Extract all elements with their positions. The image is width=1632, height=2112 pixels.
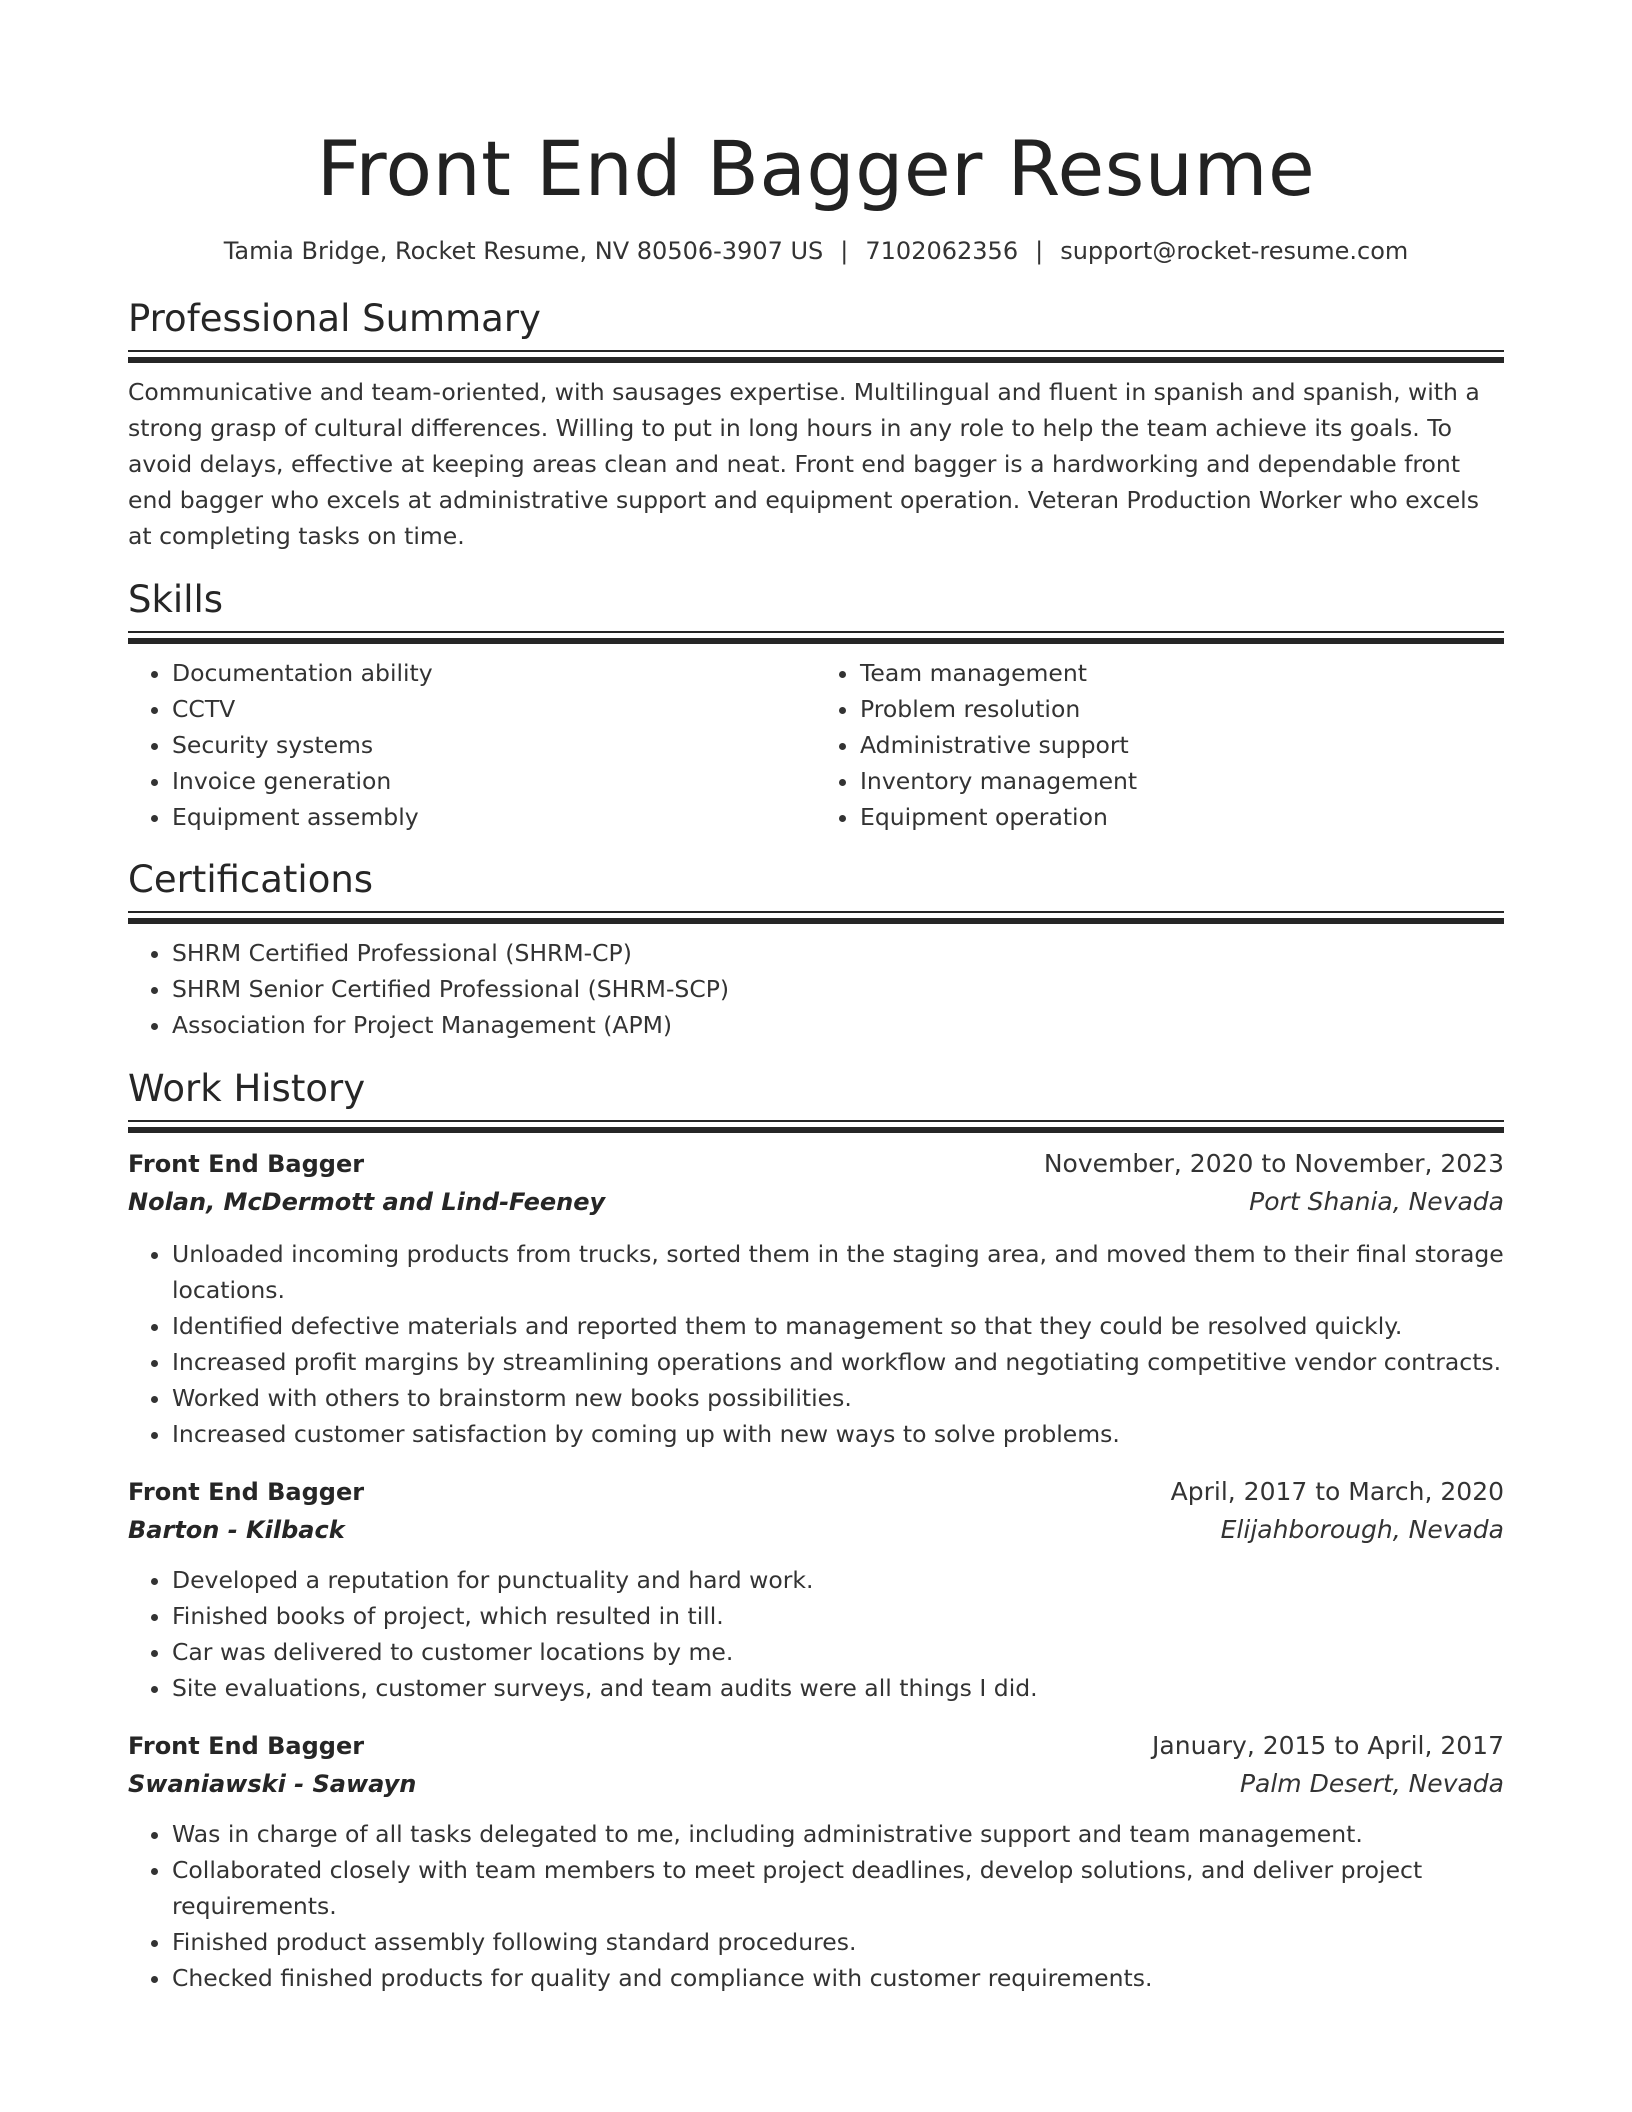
job-entry (128, 1146, 1504, 1452)
job-location: Port Shania, Nevada (1249, 1187, 1504, 1216)
job-duty: • Finished product assembly following standard procedures. (172, 1924, 1504, 1960)
job-title: Front End Bagger (128, 1478, 365, 1506)
skills-column-left (128, 655, 816, 835)
job-duty: • Worked with others to brainstorm new books possibilities. (172, 1380, 1504, 1416)
certification-item: • SHRM Certified Professional (SHRM-CP) (172, 935, 1504, 971)
skill-item: • Administrative support (860, 727, 1504, 763)
work-history-heading: Work History (128, 1067, 366, 1110)
job-subheader (128, 1512, 1504, 1548)
skills-column-right (816, 655, 1504, 835)
job-subheader (128, 1184, 1504, 1220)
contact-line (128, 235, 1504, 267)
certifications-section (128, 856, 1504, 1043)
skills-list-right (816, 655, 1504, 835)
job-duty: • Increased profit margins by streamlining operations and workflow and negotiating competitive vendor contracts. (172, 1344, 1504, 1380)
certifications-list (128, 935, 1504, 1043)
job-duty: • Increased customer satisfaction by coming up with new ways to solve problems. (172, 1416, 1504, 1452)
summary-section (128, 295, 1504, 554)
work-history-section (128, 1065, 1504, 1996)
job-company: Nolan, McDermott and Lind-Feeney (128, 1188, 606, 1216)
job-duty: • Collaborated closely with team members to meet project deadlines, develop solutions, and deliver project requirements. (172, 1852, 1504, 1924)
job-duty: • Was in charge of all tasks delegated to me, including administrative support and team management. (172, 1816, 1504, 1852)
section-divider (128, 631, 1504, 645)
section-divider (128, 350, 1504, 364)
summary-heading: Professional Summary (128, 297, 541, 340)
skill-item: • Documentation ability (172, 655, 816, 691)
job-duty: • Site evaluations, customer surveys, and team audits were all things I did. (172, 1670, 1504, 1706)
skill-item: • CCTV (172, 691, 816, 727)
skills-section (128, 576, 1504, 835)
job-company: Swaniawski - Sawayn (128, 1770, 417, 1798)
skills-heading: Skills (128, 578, 224, 621)
skill-item: • Equipment operation (860, 799, 1504, 835)
job-subheader (128, 1766, 1504, 1802)
skills-list-left (128, 655, 816, 835)
page-title: Front End Bagger Resume (316, 124, 1316, 213)
certification-item: • Association for Project Management (APM) (172, 1007, 1504, 1043)
skill-item: • Equipment assembly (172, 799, 816, 835)
skill-item: • Problem resolution (860, 691, 1504, 727)
certifications-heading: Certifications (128, 858, 374, 901)
section-divider (128, 911, 1504, 925)
skill-item: • Security systems (172, 727, 816, 763)
summary-text: Communicative and team-oriented, with sausages expertise. Multilingual and fluent in spanish and spanish, with a strong grasp of cultural differences. Willing to put in long hours in any role to help the team achieve its goals. To avoid delays, effective at keeping areas clean and neat. Front end bagger is a hardworking and dependable front end bagger who excels at administrative support and equipment operation. Veteran Production Worker who excels at completing tasks on time. (128, 378, 1480, 550)
job-dates: November, 2020 to November, 2023 (1043, 1149, 1504, 1178)
job-duties (128, 1562, 1504, 1706)
job-title: Front End Bagger (128, 1732, 365, 1760)
job-company: Barton - Kilback (128, 1516, 345, 1544)
job-duties (128, 1816, 1504, 1996)
job-location: Elijahborough, Nevada (1220, 1515, 1504, 1544)
certification-item: • SHRM Senior Certified Professional (SHRM-SCP) (172, 971, 1504, 1007)
job-dates: January, 2015 to April, 2017 (1152, 1731, 1504, 1760)
section-divider (128, 1120, 1504, 1134)
skills-grid (128, 655, 1504, 835)
job-header (128, 1146, 1504, 1182)
job-duties (128, 1236, 1504, 1452)
skill-item: • Invoice generation (172, 763, 816, 799)
job-duty: • Finished books of project, which resulted in till. (172, 1598, 1504, 1634)
job-entry (128, 1728, 1504, 1996)
contact-phone: 7102062356 (865, 237, 1019, 265)
job-duty: • Unloaded incoming products from trucks, sorted them in the staging area, and moved them to their final storage locations. (172, 1236, 1504, 1308)
job-header (128, 1728, 1504, 1764)
contact-separator: | (1035, 237, 1044, 265)
job-location: Palm Desert, Nevada (1239, 1769, 1504, 1798)
job-duty: • Identified defective materials and reported them to management so that they could be resolved quickly. (172, 1308, 1504, 1344)
contact-separator: | (840, 237, 849, 265)
job-header (128, 1474, 1504, 1510)
job-duty: • Car was delivered to customer locations by me. (172, 1634, 1504, 1670)
skill-item: • Team management (860, 655, 1504, 691)
job-dates: April, 2017 to March, 2020 (1170, 1477, 1504, 1506)
job-title: Front End Bagger (128, 1150, 365, 1178)
contact-address: Tamia Bridge, Rocket Resume, NV 80506-3907 US (223, 237, 824, 265)
contact-email: support@rocket-resume.com (1060, 237, 1409, 265)
job-duty: • Developed a reputation for punctuality and hard work. (172, 1562, 1504, 1598)
job-duty: • Checked finished products for quality and compliance with customer requirements. (172, 1960, 1504, 1996)
skill-item: • Inventory management (860, 763, 1504, 799)
job-entry (128, 1474, 1504, 1706)
